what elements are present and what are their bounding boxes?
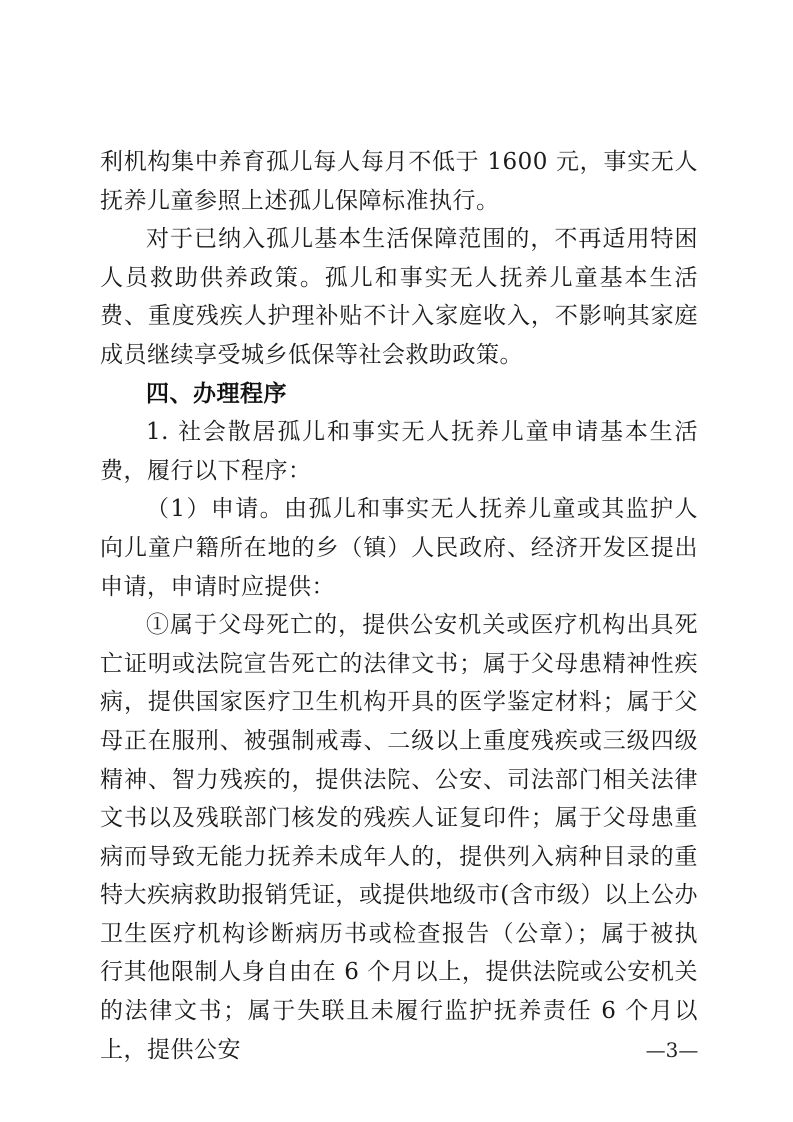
document-body <box>100 143 698 1069</box>
paragraph-exclusion-policy: 对于已纳入孤儿基本生活保障范围的，不再适用特困人员救助供养政策。孤儿和事实无人抚养儿童基本生活费、重度残疾人护理补贴不计入家庭收入，不影响其家庭成员继续享受城乡低保等社会救助政策。 <box>100 226 698 368</box>
paragraph-application-intro: 1. 社会散居孤儿和事实无人抚养儿童申请基本生活费，履行以下程序： <box>100 419 698 484</box>
section-heading-procedures: 四、办理程序 <box>146 380 287 407</box>
page-number: —3— <box>645 1038 699 1062</box>
paragraph-application-submission: （1）申请。由孤儿和事实无人抚养儿童或其监护人向儿童户籍所在地的乡（镇）人民政府、经济开发区提出申请，申请时应提供： <box>100 496 698 600</box>
paragraph-benefit-standard: 利机构集中养育孤儿每人每月不低于 1600 元，事实无人抚养儿童参照上述孤儿保障标准执行。 <box>100 149 698 214</box>
paragraph-required-documents: ①属于父母死亡的，提供公安机关或医疗机构出具死亡证明或法院宣告死亡的法律文书；属于父母患精神性疾病，提供国家医疗卫生机构开具的医学鉴定材料；属于父母正在服刑、被强制戒毒、二级以上重度残疾或三级四级精神、智力残疾的，提供法院、公安、司法部门相关法律文书以及残联部门核发的残疾人证复印件；属于父母患重病而导致无能力抚养未成年人的，提供列入病种目录的重特大疾病救助报销凭证，或提供地级市(含市级）以上公办卫生医疗机构诊断病历书或检查报告（公章）；属于被执行其他限制人身自由在 6 个月以上，提供法院或公安机关的法律文书；属于失联且未履行监护抚养责任 6 个月以上，提供公安 <box>100 612 698 1063</box>
